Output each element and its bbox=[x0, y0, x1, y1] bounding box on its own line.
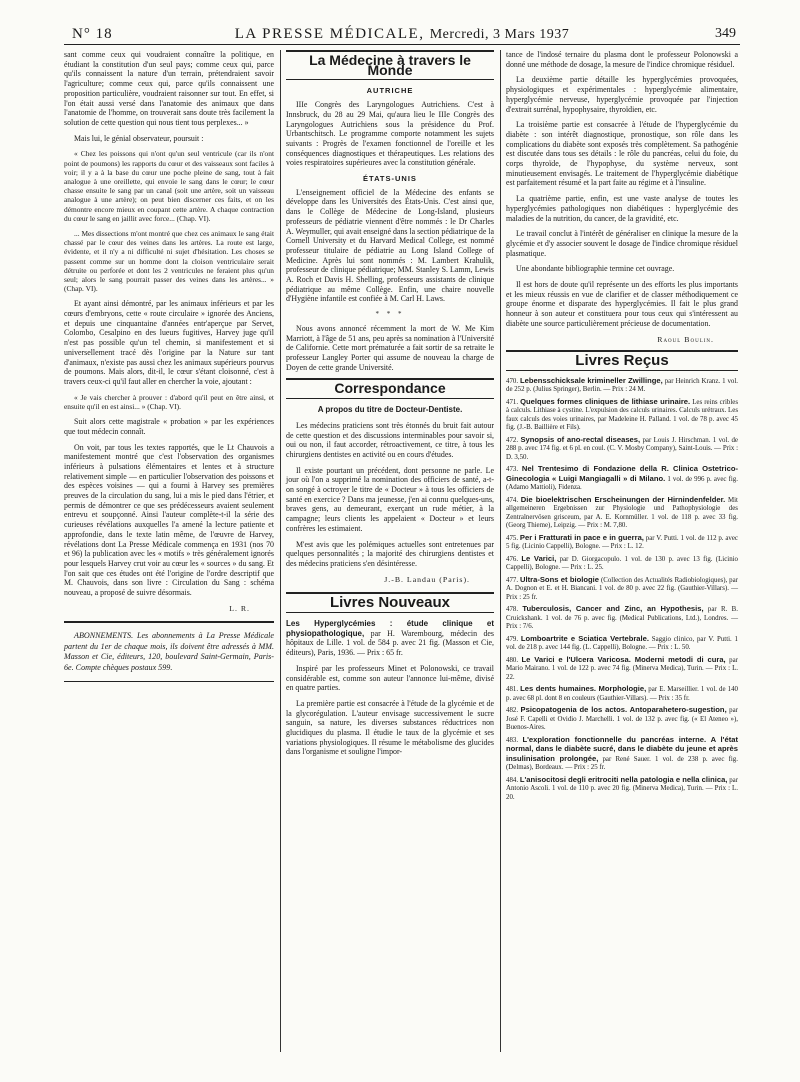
book-title: L'exploration fonctionnelle du pancréas interne. A l'état normal, dans le diabète sucré, dans le diabète du jeune et après insulinisation prolongée, bbox=[506, 734, 738, 763]
book-title: Nel Trentesimo di Fondazione della R. Clinica Ostetrico-Ginecologia « Luigi Mangiagalli » di Milano. bbox=[506, 464, 738, 483]
paragraph: La deuxième partie détaille les hyperglycémies provoquées, physiologiques et expérimentales : hyperglycémie alimentaire, hyperglycémie nerveuse, hyperglycémie provoquée par l'injection d'extrait surrénal, hypophysaire, thyroïdien, etc. bbox=[506, 75, 738, 114]
country-heading: AUTRICHE bbox=[366, 86, 414, 96]
divider bbox=[64, 621, 274, 623]
book-item bbox=[506, 656, 738, 683]
book-item bbox=[506, 635, 738, 653]
book-item bbox=[506, 706, 738, 733]
book-number: 474. bbox=[506, 496, 519, 504]
book-details: par Antonio Ascoli. 1 vol. de 110 p. avec 20 fig. (Minerva Medica), Turin. — Prix : L. 20. bbox=[506, 776, 738, 801]
book-item bbox=[506, 377, 738, 395]
paragraph: Il existe pourtant un précédent, dont personne ne parle. Le jour où l'on a supprimé la nomination des officiers de santé, a-t-on songé à octroyer le titre de « Docteur » à tous les officiers de santé en exercice ? Dans ma jeunesse, j'en ai connu quelques-uns, braves gens, au demeurant, exerçant un rude métier, à la campagne; leurs clients les appelaient « Docteur » et leurs confrères les estimaient. bbox=[286, 465, 494, 533]
book-number: 477. bbox=[506, 576, 519, 584]
issue-number: N° 18 bbox=[72, 26, 113, 42]
paragraph: Suit alors cette magistrale « probation » par les expériences que tout médecin connaît. bbox=[64, 417, 274, 436]
book-number: 484. bbox=[506, 776, 519, 784]
paragraph: Une abondante bibliographie termine cet ouvrage. bbox=[516, 264, 675, 274]
book-number: 470. bbox=[506, 377, 519, 385]
book-title: Psicopatogenia de los actos. Antoparahetero-sugestion, bbox=[520, 705, 727, 715]
book-details: Mit allgemeineren Ergebnissen zur Physiologie und Pathophysiologie des Zentralnervösen grisceum, par A. E. Kornmüller. 1 vol. de 118 p. avec 33 fig. (Georg Thieme), Leipzig. — Prix : M. 7,80. bbox=[506, 496, 738, 530]
book-item bbox=[506, 776, 738, 803]
column-2 bbox=[286, 50, 494, 763]
book-item bbox=[506, 685, 738, 703]
book-title: Le Varici, bbox=[521, 553, 557, 563]
book-title: Per i Fratturati in pace e in guerra, bbox=[519, 532, 644, 542]
book-title: Tuberculosis, Cancer and Zinc, an Hypothesis, bbox=[522, 604, 704, 614]
paragraph: La première partie est consacrée à l'étude de la glycémie et de la glycorégulation. L'auteur envisage successivement le sucre sanguin, sa nature, les diverses substances réductrices non glucidiques du plasma. Il étudie le taux de la glycémie et ses variations physiologiques. Il résume le métabolisme des glucides dans l'organisme et souligne l'impor- bbox=[286, 698, 494, 757]
paragraph: Il est hors de doute qu'il représente un des efforts les plus importants et les mieux réussis en vue de clarifier et de classer méthodiquement ce groupe énorme et disparate des hyperglycémies. Il fait le plus grand honneur à son auteur et constituera pour tous ceux qui s'intéressent au diabète une source particulièrement précieuse de documentation. bbox=[506, 280, 738, 328]
letter-subtitle: A propos du titre de Docteur-Dentiste. bbox=[317, 405, 463, 415]
book-details: par Heinrich Kranz. 1 vol. de 252 p. (Julius Springer), Berlin. — Prix : 24 M. bbox=[506, 377, 738, 394]
book-details: (Collection des Actualités Radiobiologiques), par A. Dognon et E. et H. Biancani. 1 vol. de 80 p. avec 22 fig. (Gauthier-Villars). — Prix : 25 fr. bbox=[506, 576, 738, 601]
book-details: par E. Marseillier. 1 vol. de 140 p. avec 68 pl. dont 8 en couleurs (Gauthier-Villars). — Prix : 35 fr. bbox=[506, 686, 738, 702]
book-item bbox=[506, 436, 738, 463]
book-details: par D. Giorgacopulo. 1 vol. de 130 p. avec 13 fig. (Licinio Cappelli), Bologne. — Prix : L. 25. bbox=[506, 555, 738, 572]
book-item bbox=[506, 398, 738, 433]
section-title-livres-recus: Livres Reçus bbox=[506, 350, 738, 371]
book-details: par R. B. Cruickshank. 1 vol. de 76 p. avec fig. (Medical Publications, Ltd.), Londres. — Prix : 7/6. bbox=[506, 606, 738, 631]
book-number: 482. bbox=[506, 707, 519, 715]
book-title: Les dents humaines. Morphologie, bbox=[520, 684, 647, 694]
book-number: 481. bbox=[506, 686, 519, 694]
book-number: 480. bbox=[506, 656, 519, 664]
paragraph: sant comme ceux qui voudraient connaître la politique, en étudiant la constitution d'un seul pays; comme ceux qui, parce qu'ils connaissent la nature d'un terrain, prétendraient savoir l'agriculture; comme ceux qui, parce qu'ils connaissent une proposition particulière, voudraient raisonner sur tout. En effet, si l'on était aussi versé dans l'anatomie des animaux que dans l'anatomie de l'homme, on trouverait sans doute très facilement la solution de cette question qui nous tient tous perplexes... » bbox=[64, 50, 274, 127]
section-title-monde: La Médecine à travers le Monde bbox=[286, 50, 494, 80]
book-number: 471. bbox=[506, 398, 519, 406]
paragraph: L'enseignement officiel de la Médecine des enfants se développe dans les Universités des États-Unis. C'est ainsi que, dans le Collège de Médecine de Long-Island, plusieurs professeurs de pédiatrie viennent d'être nommés : le Dr Charles A. Weymuller, qui avait enseigné dans la section pédiatrique de la Cornell University et du Harvard Medical College, est nommé professeur titulaire de pédiatrie au Long Island College of Medicine. Après lui sont nommés : M. Lambert Krahulik, professeur de clinique pédiatrique; MM. Stanley S. Lamm, Lewis A. Roch et Davis H. Shelling, professeurs assistants de clinique pédiatrique au même Collège. Enfin, une chaire nouvelle d'Hygiène infantile est confiée à M. Carl H. Laws. bbox=[286, 187, 494, 304]
book-details: par Louis J. Hirschman. 1 vol. de 288 p. avec 174 fig. et 6 pl. en coul. (C. V. Mosby Company), Saint-Louis. — Prix : D. 3,50. bbox=[506, 436, 738, 461]
book-item bbox=[506, 576, 738, 603]
book-details: 1 vol. de 996 p. avec fig. (Adamo Mattioli), Fidenza. bbox=[506, 475, 738, 492]
book-number: 479. bbox=[506, 635, 519, 643]
book-details: par René Sauer. 1 vol. de 238 p. avec fig. (Delmas), Bordeaux. — Prix : 25 fr. bbox=[506, 755, 738, 772]
book-details: par Mario Mairano. 1 vol. de 122 p. avec 74 fig. (Minerva Medica), Turin. — Prix : L. 22. bbox=[506, 656, 738, 681]
book-number: 475. bbox=[506, 534, 519, 542]
book-title: Lomboartrite e Sciatica Vertebrale. bbox=[520, 633, 649, 643]
paragraph: On voit, par tous les textes rapportés, que le Lt Chauvois a manifestement montré que c'est l'observation des organismes inférieurs à pulsations élémentaires et lentes et à structure relativement simple — en particulier l'observation des poissons et des espèces voisines — qui a fourni à Harvey ses premières preuves de la circulation du sang, lui a mis le pied dans l'étrier, et permis de démontrer ce que ses prédécesseurs avaient seulement entrevu et soupçonné. Ainsi l'auteur complète-t-il la série des curieuses révélations auxquelles l'a amené la lecture patiente et approfondie, dans le texte latin même, de l'œuvre de Harvey, révélations dont La Presse Médicale commença en 1931 (nos 70 et 96) la publication avec les « motifs » très généralement ignorés pour lesquels Harvey crut voir au cœur les « sources » du sang. Et l'on sait que ces études ont été l'origine de l'ordre descriptif que M. Chauvois, dans son livre : Circulation du Sang : schéma nouveau, a proposé de suivre désormais. bbox=[64, 442, 274, 598]
quote-paragraph: « Je vais chercher à prouver : d'abord qu'il peut en être ainsi, et ensuite qu'il en est ainsi... » (Chap. VI). bbox=[64, 392, 274, 411]
country-heading: ÉTATS-UNIS bbox=[363, 174, 417, 184]
signature: J.-B. Landau (Paris). bbox=[384, 574, 470, 584]
book-item bbox=[506, 465, 738, 493]
page-number: 349 bbox=[715, 26, 736, 41]
book-item bbox=[506, 496, 738, 531]
column-3 bbox=[506, 50, 738, 805]
paragraph: La quatrième partie, enfin, est une vaste analyse de toutes les hyperglycémies pathologiques non diabétiques : hyperglycémie des maladies de la nutrition, du cancer, de la gravidité, etc. bbox=[506, 194, 738, 223]
book-title: Quelques formes cliniques de lithiase urinaire. bbox=[520, 396, 691, 406]
column-divider bbox=[500, 50, 501, 1052]
paragraph: Le travail conclut à l'intérêt de généraliser en clinique la mesure de la glycémie et d'y associer souvent le dosage de l'indice chromique résiduel plasmatique. bbox=[506, 229, 738, 258]
book-item bbox=[506, 534, 738, 552]
book-details: Les reins cribles à calculs. Lithiase à cystine. L'expulsion des calculs urinaires. Calculs urétraux. Les faux calculs des voies urinaires, par Madeleine H. Palland. 1 vol. de 78 p. avec 45 fig. (J.-B. Baillière et Fils). bbox=[506, 398, 739, 432]
quote-paragraph: « Chez les poissons qui n'ont qu'un seul ventricule (car ils n'ont point de poumons) les rapports du cœur et des vaisseaux sont faciles à voir; il y a à la base du cœur une poche pleine de sang, tout à fait analogue à une oreillette, qui envoie le sang dans le cœur; le cœur chasse ensuite le sang par un canal (soit une artère, soit un vaisseau analogue à une artère); on peut bien discerner ces faits, et on les démontre encore mieux en coupant cette artère. A chaque contraction du cœur le sang en jaillit avec force... (Chap. VI). bbox=[64, 149, 274, 223]
separator-stars: * * * bbox=[375, 310, 405, 319]
book-entry bbox=[286, 619, 494, 658]
quote-paragraph: ... Mes dissections m'ont montré que chez ces animaux le sang était chassé par le cœur des veines dans les artères. La route est large, évidente, et il n'y a ni difficulté ni sujet d'hésitation. Les choses se passent comme sur un homme dont la cloison ventriculaire serait détruite ou perforée et dont les 2 ventricules ne feraient plus qu'un seul; alors le sang pourrait passer des veines dans les artères... » (Chap. VI). bbox=[64, 228, 274, 294]
book-title: Le Varici e l'Ulcera Varicosa. Moderni metodi di cura, bbox=[521, 654, 726, 664]
book-title: L'anisocitosi degli eritrociti nella patologia e nella clinica, bbox=[519, 774, 728, 784]
page-header bbox=[64, 22, 740, 45]
book-item bbox=[506, 605, 738, 632]
paragraph: M'est avis que les polémiques actuelles sont entretenues par quelques personnalités ; la majorité des chirurgiens dentistes et des médecins praticiens s'en désintéresse. bbox=[286, 539, 494, 568]
book-item bbox=[506, 736, 738, 773]
paragraph: Et ayant ainsi démontré, par les animaux inférieurs et par les cœurs d'embryons, cette « route circulaire » ignorée des Anciens, et depuis une cinquantaine d'années entr'aperçue par Servet, Colombo, Cesalpino en des lueurs fugitives, Harvey juge qu'il n'est pas possible qu'un tel chemin, si manifestement et si universellement tracé dès l'origine par la Nature sur tant d'animaux, n'existe pas aussi chez les animaux supérieurs pourvus de poumons. Mais alors, dit-il, le cœur s'étant cloisonné, c'est à travers ceux-ci qu'il faut aller en chercher la voie, ajoutant : bbox=[64, 299, 274, 386]
section-title-livres-nouveaux: Livres Nouveaux bbox=[286, 592, 494, 613]
paragraph: Inspiré par les professeurs Minet et Polonowski, ce travail considérable est, comme son auteur l'annonce lui-même, divisé en quatre parties. bbox=[286, 663, 494, 693]
books-received-list bbox=[506, 377, 738, 803]
book-item bbox=[506, 555, 738, 573]
book-title: Ultra-Sons et biologie bbox=[520, 574, 599, 584]
book-title: Les Hyperglycémies : étude clinique et physiopathologique, bbox=[286, 619, 494, 638]
book-number: 472. bbox=[506, 436, 519, 444]
signature: L. R. bbox=[229, 603, 250, 613]
book-details: Saggio clinico, par V. Putti. 1 vol. de 218 p. avec 144 fig. (L. Cappelli), Bologne. — Prix : L. 50. bbox=[506, 635, 738, 652]
section-title-correspondance: Correspondance bbox=[286, 378, 494, 399]
paragraph: IIIe Congrès des Laryngologues Autrichiens. C'est à Innsbruck, du 28 au 29 Mai, qu'aura lieu le IIIe Congrès des Laryngologues Autrichiens sous la présidence du Prof. Urbantschitsch. Le programme comporte notamment les sujets suivants : Progrès de l'examen fonctionnel de l'oreille et les conséquences diagnostiques et thérapeutiques. Les relations des voies respiratoires supérieures avec la constitution générale. bbox=[286, 100, 494, 168]
signature: Raoul Boulin. bbox=[657, 334, 714, 344]
paragraph: Nous avons annoncé récemment la mort de W. Me Kim Marriott, à l'âge de 51 ans, peu après sa nomination à l'Université de Californie. Cette mort prématurée a fait sortir de sa retraite le professeur Langley Porter qui assume de nouveau la charge de Doyen de cette grande Université. bbox=[286, 323, 494, 372]
paragraph: tance de l'indosé ternaire du plasma dont le professeur Polonowski a donné une méthode de dosage, la mesure de l'indice chromique résiduel. bbox=[506, 50, 738, 69]
column-divider bbox=[280, 50, 281, 1052]
book-number: 473. bbox=[506, 466, 519, 474]
book-details: par H. Warembourg, médecin des hôpitaux de Lille. 1 vol. de 584 p. avec 21 fig. (Masson et Cie, éditeurs), Paris, 1936. — Prix : 65 fr. bbox=[286, 628, 494, 658]
divider bbox=[64, 681, 274, 682]
book-title: Lebensschicksale krimineller Zwillinge, bbox=[520, 375, 663, 385]
book-number: 476. bbox=[506, 555, 519, 563]
issue-date: Mercredi, 3 Mars 1937 bbox=[429, 27, 570, 42]
paragraph: Mais lui, le génial observateur, poursuit : bbox=[74, 133, 204, 143]
book-details: par José F. Capelli et Ovidio J. Marchelli. 1 vol. de 132 p. avec fig. (« El Ateneo »), Buenos-Aires. bbox=[506, 707, 738, 732]
journal-title: LA PRESSE MÉDICALE, bbox=[234, 26, 425, 42]
subscription-notice: ABONNEMENTS. Les abonnements à La Presse Médicale partent du 1er de chaque mois, ils doivent être adressés à MM. Masson et Cie, éditeurs, 120, boulevard Saint-Germain, Paris-6e. Compte chèques postaux 599. bbox=[64, 631, 274, 672]
book-title: Die bioelektrischen Erscheinungen der Hirnindenfelder. bbox=[520, 494, 726, 504]
book-details: par V. Putti. 1 vol. de 112 p. avec 5 fig. (Licinio Cappelli), Bologne. — Prix : L. 12. bbox=[506, 534, 738, 551]
book-number: 483. bbox=[506, 736, 519, 744]
journal-masthead bbox=[64, 26, 740, 43]
paragraph: La troisième partie est consacrée à l'étude de l'hyperglycémie du diabète : son intérêt diagnostique, pronostique, son rôle dans les complications du diabète sont exposés très complètement. Sa pathogénie est discutée dans tous ses détails : le rôle du pancréas, celui du foie, du corps thyroïde, de l'hypophyse, du système nerveux, sont minutieusement envisagés. Le traitement de l'hyperglycémie diabétique est parfaitement résumé et la part faite au régime et à l'insuline. bbox=[506, 120, 738, 188]
column-1 bbox=[64, 50, 274, 690]
book-number: 478. bbox=[506, 606, 519, 614]
paragraph: Les médecins praticiens sont très étonnés du bruit fait autour de cette question et des discussions interminables pour savoir si, oui ou non, il faut accorder, rétroactivement, ce titre, à tous les chirurgiens dentistes en activité ou en cours d'études. bbox=[286, 420, 494, 459]
book-title: Synopsis of ano-rectal diseases, bbox=[520, 434, 641, 444]
